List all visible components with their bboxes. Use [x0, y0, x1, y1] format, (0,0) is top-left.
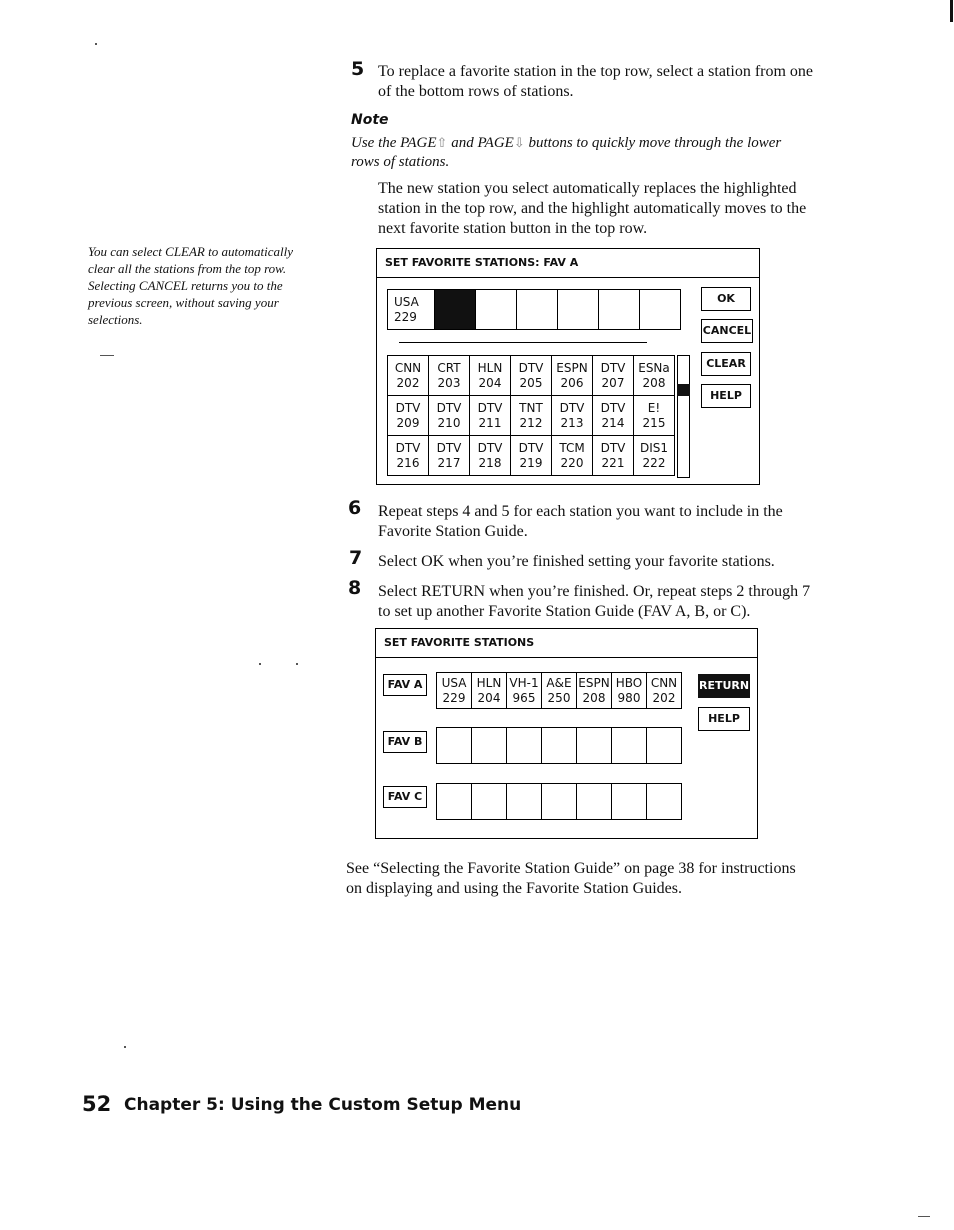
chapter-title: Chapter 5: Using the Custom Setup Menu [124, 1095, 522, 1115]
station-number: 209 [396, 415, 420, 430]
station-number: 222 [642, 455, 666, 470]
station-cell[interactable] [429, 356, 470, 396]
page-edge-mark [950, 0, 953, 22]
station-cell[interactable] [511, 396, 552, 436]
fav-c-empty-slot[interactable] [612, 784, 647, 820]
station-number: 206 [560, 375, 584, 390]
fav-c-button[interactable]: FAV C [383, 786, 427, 808]
note-title: Note [351, 112, 389, 128]
station-name: ESNa [638, 360, 670, 375]
step-5-number: 5 [351, 58, 365, 80]
step-8-line-1: Select RETURN when you’re finished. Or, repeat steps 2 through 7 [378, 583, 811, 600]
fav-a-station-cell[interactable] [437, 673, 472, 709]
scan-speck [100, 355, 114, 356]
station-name: HLN [477, 360, 503, 375]
sidebar-line-2: clear all the stations from the top row. [88, 261, 287, 276]
sidebar-line-5: selections. [88, 312, 143, 327]
scan-speck [296, 663, 298, 665]
ok-button[interactable]: OK [701, 287, 751, 311]
station-name: DTV [477, 400, 503, 415]
page-up-icon: ⇧ [436, 135, 448, 150]
note-line-1b: and PAGE [447, 135, 514, 151]
station-name: A&E [546, 675, 572, 690]
fav-c-empty-slot[interactable] [542, 784, 577, 820]
station-name: DTV [559, 400, 585, 415]
station-number: 980 [617, 690, 641, 705]
station-name: DTV [436, 400, 462, 415]
fav-b-empty-slot[interactable] [472, 728, 507, 764]
favorite-slot[interactable] [476, 290, 517, 330]
station-cell[interactable] [593, 396, 634, 436]
fav-b-empty-slot[interactable] [437, 728, 472, 764]
station-number: 217 [437, 455, 461, 470]
favorite-station-name: USA [394, 294, 419, 309]
step-7-number: 7 [349, 547, 363, 569]
station-cell[interactable] [552, 356, 593, 396]
station-cell[interactable] [552, 396, 593, 436]
note-line-1a: Use the PAGE [351, 135, 437, 151]
fav-a-station-cell[interactable] [612, 673, 647, 709]
sidebar-note [88, 243, 328, 328]
station-grid [387, 355, 675, 476]
fav-a-stations-row [436, 672, 682, 709]
favorite-slot[interactable] [517, 290, 558, 330]
fav-c-empty-slot[interactable] [647, 784, 682, 820]
favorite-slot[interactable] [388, 290, 435, 330]
step-5-line-2: of the bottom rows of stations. [378, 83, 574, 100]
scan-speck [124, 1046, 126, 1048]
fav-a-station-cell[interactable] [542, 673, 577, 709]
station-cell[interactable] [511, 356, 552, 396]
fav-b-empty-slot[interactable] [577, 728, 612, 764]
note-text [351, 133, 831, 172]
favorite-station-number: 229 [394, 309, 417, 324]
station-name: DTV [477, 440, 503, 455]
station-number: 250 [547, 690, 571, 705]
station-number: 210 [437, 415, 461, 430]
scan-speck [259, 663, 261, 665]
station-cell[interactable] [634, 436, 675, 476]
station-name: ESPN [556, 360, 588, 375]
fav-b-empty-slot[interactable] [612, 728, 647, 764]
station-number: 204 [478, 375, 502, 390]
station-number: 221 [601, 455, 625, 470]
station-name: DTV [518, 440, 544, 455]
step-8-line-2: to set up another Favorite Station Guide (FAV A, B, or C). [378, 603, 751, 620]
favorite-slot[interactable] [558, 290, 599, 330]
help-button-2[interactable]: HELP [698, 707, 750, 731]
station-name: DTV [395, 400, 421, 415]
station-name: DTV [436, 440, 462, 455]
step-8-number: 8 [348, 577, 362, 599]
return-button[interactable]: RETURN [698, 674, 750, 698]
closing-line-1: See “Selecting the Favorite Station Guide” on page 38 for instructions [346, 860, 796, 877]
station-number: 220 [560, 455, 584, 470]
station-number: 207 [601, 375, 625, 390]
step-6-line-2: Favorite Station Guide. [378, 523, 528, 540]
fav-c-stations-row [436, 783, 682, 820]
step-7-line-1: Select OK when you’re finished setting your favorite stations. [378, 553, 775, 570]
fav-c-empty-slot[interactable] [437, 784, 472, 820]
station-name: TNT [519, 400, 543, 415]
closing-paragraph [346, 859, 846, 899]
station-number: 213 [560, 415, 584, 430]
scan-speck [95, 43, 97, 45]
fav-a-station-cell[interactable] [577, 673, 612, 709]
station-name: DIS1 [639, 440, 669, 455]
station-name: TCM [559, 440, 585, 455]
paragraph-line-1: The new station you select automatically replaces the highlighted [378, 180, 797, 197]
step-7-text [378, 552, 848, 572]
station-cell[interactable] [388, 436, 429, 476]
fav-a-button[interactable]: FAV A [383, 674, 427, 696]
fav-b-empty-slot[interactable] [647, 728, 682, 764]
station-cell[interactable] [388, 356, 429, 396]
screen-fav-all-title: SET FAVORITE STATIONS [376, 629, 757, 658]
note-line-1c: buttons to quickly move through the lower [524, 135, 782, 151]
help-button[interactable]: HELP [701, 384, 751, 408]
station-number: 204 [477, 690, 501, 705]
screen-fav-a [376, 248, 760, 485]
station-number: 202 [396, 375, 420, 390]
station-number: 965 [512, 690, 536, 705]
screen-fav-all [375, 628, 758, 839]
station-cell[interactable] [429, 396, 470, 436]
favorites-row [387, 289, 681, 330]
station-number: 219 [519, 455, 543, 470]
station-number: 211 [478, 415, 502, 430]
cancel-button[interactable]: CANCEL [701, 319, 753, 343]
clear-button[interactable]: CLEAR [701, 352, 751, 376]
station-name: HBO [615, 675, 643, 690]
station-number: 202 [652, 690, 676, 705]
fav-a-station-cell[interactable] [507, 673, 542, 709]
sidebar-line-3: Selecting CANCEL returns you to the [88, 278, 283, 293]
station-name: DTV [600, 440, 626, 455]
sidebar-line-4: previous screen, without saving your [88, 295, 279, 310]
fav-b-empty-slot[interactable] [542, 728, 577, 764]
favorite-slot-highlighted[interactable] [435, 290, 476, 330]
station-cell[interactable] [470, 396, 511, 436]
station-cell[interactable] [388, 396, 429, 436]
sidebar-line-1: You can select CLEAR to automatically [88, 244, 293, 259]
fav-c-empty-slot[interactable] [507, 784, 542, 820]
fav-b-button[interactable]: FAV B [383, 731, 427, 753]
station-cell[interactable] [634, 356, 675, 396]
divider [399, 342, 647, 343]
step-6-line-1: Repeat steps 4 and 5 for each station you want to include in the [378, 503, 783, 520]
scan-speck [918, 1216, 930, 1217]
page-down-icon: ⇩ [513, 135, 525, 150]
station-number: 205 [519, 375, 543, 390]
step-5-text [378, 62, 848, 102]
page-number: 52 [82, 1092, 112, 1116]
station-number: 229 [442, 690, 466, 705]
station-name: DTV [518, 360, 544, 375]
step-8-text [378, 582, 848, 622]
step-6-number: 6 [348, 497, 362, 519]
station-name: ESPN [578, 675, 610, 690]
scrollbar-thumb[interactable] [677, 384, 690, 396]
station-cell[interactable] [470, 356, 511, 396]
fav-c-empty-slot[interactable] [577, 784, 612, 820]
station-name: E! [647, 400, 661, 415]
station-number: 203 [437, 375, 461, 390]
note-line-2: rows of stations. [351, 154, 450, 170]
station-cell[interactable] [593, 436, 634, 476]
station-name: DTV [395, 440, 421, 455]
fav-b-stations-row [436, 727, 682, 764]
station-name: CRT [437, 360, 461, 375]
paragraph-line-3: next favorite station button in the top row. [378, 220, 648, 237]
fav-b-empty-slot[interactable] [507, 728, 542, 764]
station-number: 208 [642, 375, 666, 390]
screen-fav-a-title: SET FAVORITE STATIONS: FAV A [377, 249, 759, 278]
station-cell[interactable] [429, 436, 470, 476]
closing-line-2: on displaying and using the Favorite Station Guides. [346, 880, 682, 897]
step-5-line-1: To replace a favorite station in the top row, select a station from one [378, 63, 814, 80]
intro-paragraph [378, 179, 848, 239]
station-name: DTV [600, 400, 626, 415]
favorite-slot[interactable] [640, 290, 681, 330]
station-number: 216 [396, 455, 420, 470]
station-cell[interactable] [511, 436, 552, 476]
station-cell[interactable] [634, 396, 675, 436]
station-number: 215 [642, 415, 666, 430]
paragraph-line-2: station in the top row, and the highlight automatically moves to the [378, 200, 807, 217]
station-name: VH-1 [509, 675, 539, 690]
station-number: 208 [582, 690, 606, 705]
fav-c-empty-slot[interactable] [472, 784, 507, 820]
station-number: 212 [519, 415, 543, 430]
station-name: CNN [394, 360, 422, 375]
fav-a-station-cell[interactable] [647, 673, 682, 709]
station-name: DTV [600, 360, 626, 375]
station-number: 214 [601, 415, 625, 430]
station-scrollbar[interactable] [677, 355, 690, 478]
station-name: CNN [650, 675, 678, 690]
station-cell[interactable] [470, 436, 511, 476]
fav-a-station-cell[interactable] [472, 673, 507, 709]
station-name: HLN [476, 675, 502, 690]
step-6-text [378, 502, 848, 542]
station-cell[interactable] [552, 436, 593, 476]
station-name: USA [441, 675, 467, 690]
station-cell[interactable] [593, 356, 634, 396]
favorite-slot[interactable] [599, 290, 640, 330]
station-number: 218 [478, 455, 502, 470]
